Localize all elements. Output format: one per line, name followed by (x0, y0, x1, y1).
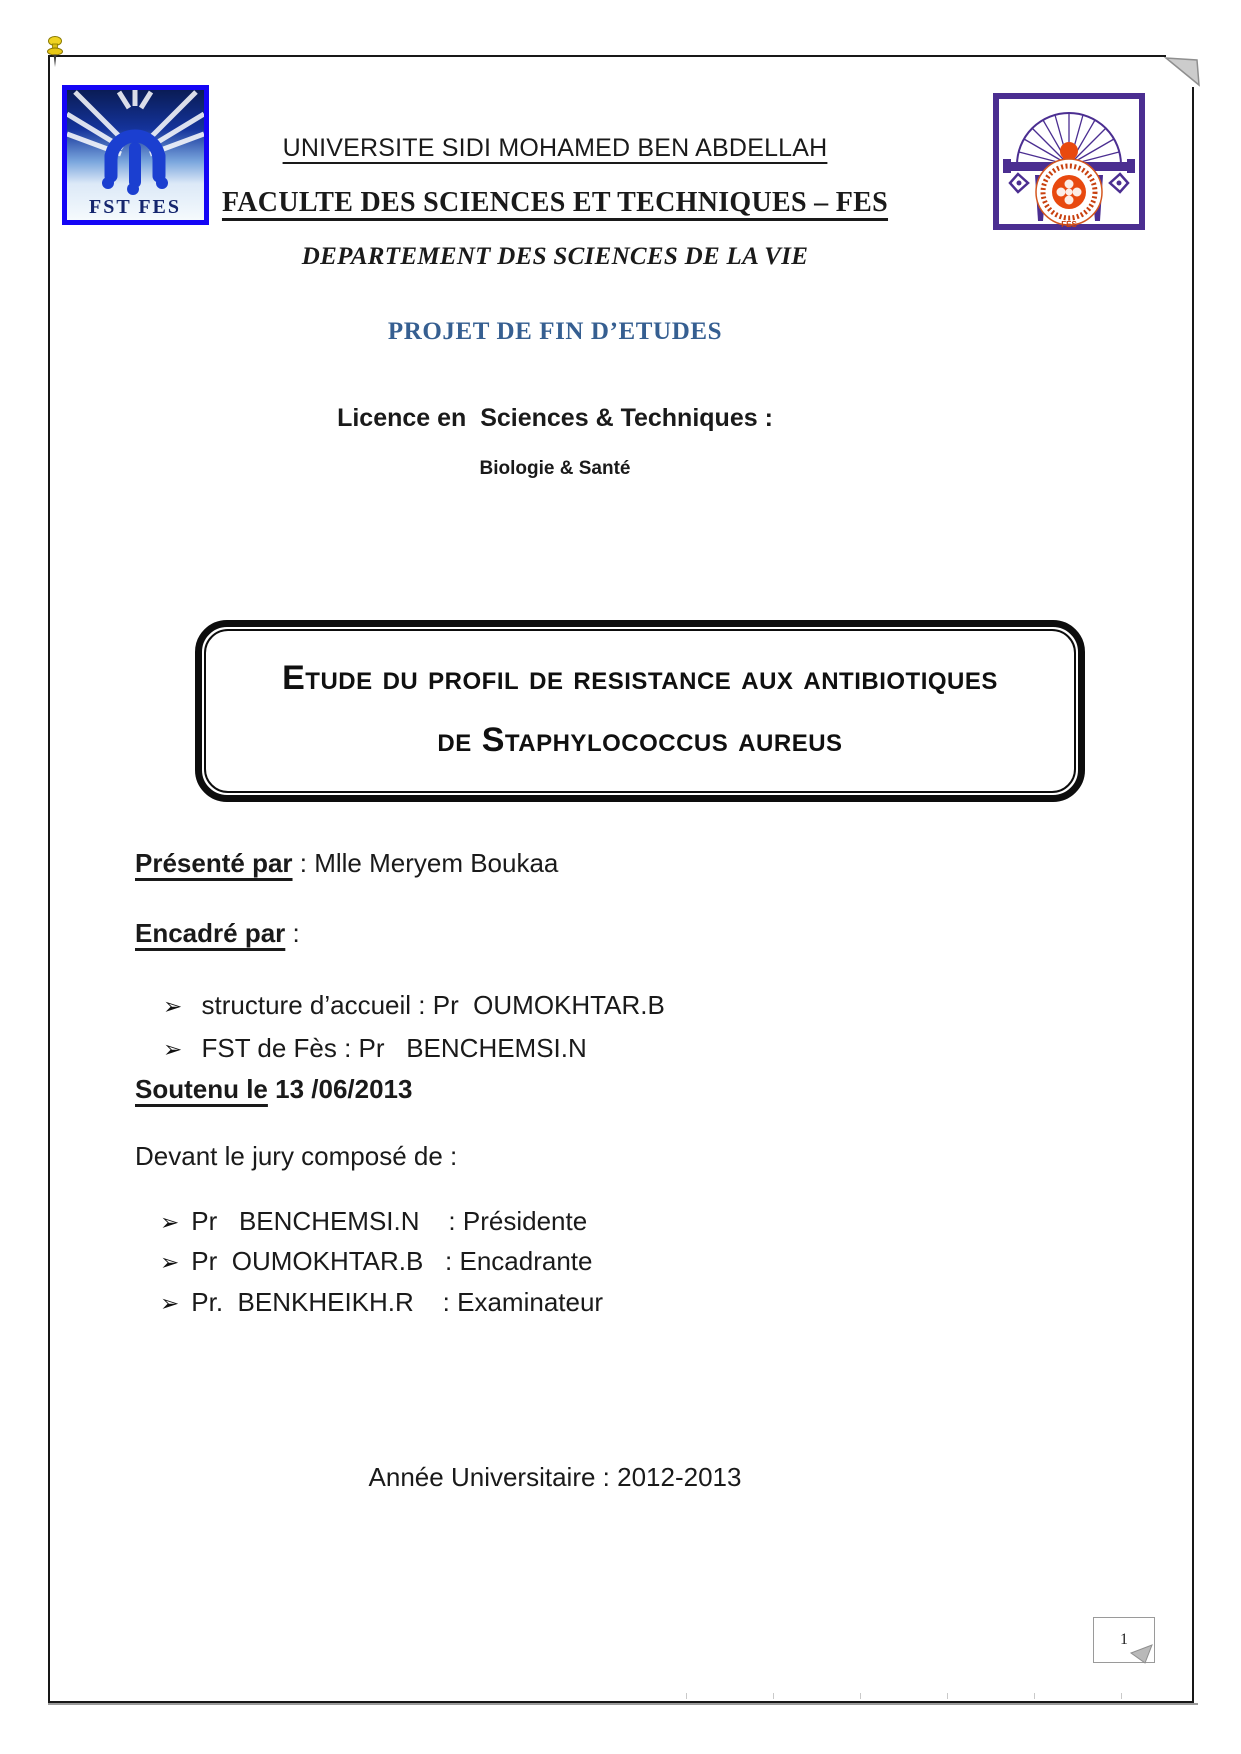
supervisor-item-text: structure d’accueil : Pr OUMOKHTAR.B (194, 990, 665, 1020)
project-type-heading (155, 318, 955, 346)
footer-ticks (600, 1693, 1130, 1699)
seal-bottom-text: FES (1061, 220, 1077, 229)
arrow-bullet-icon: ➢ (163, 1036, 183, 1062)
thesis-title-box (195, 620, 1085, 802)
supervisor-item (163, 1033, 587, 1064)
university-seal-logo (993, 93, 1145, 230)
page-number: 1 (1120, 1631, 1128, 1648)
page-frame-shadow (48, 1703, 1198, 1705)
jury-item-text: Pr OUMOKHTAR.B : Encadrante (191, 1246, 593, 1276)
jury-intro-line (135, 1141, 457, 1172)
faculty-name-text: FACULTE DES SCIENCES ET TECHNIQUES – FES (221, 187, 889, 218)
university-name (155, 134, 955, 163)
defense-date-label: Soutenu le (135, 1074, 268, 1104)
defense-date-line (135, 1074, 412, 1105)
presented-by-value: : Mlle Meryem Boukaa (292, 848, 559, 878)
arrow-bullet-icon: ➢ (160, 1209, 180, 1235)
department-name-text: DEPARTEMENT DES SCIENCES DE LA VIE (301, 243, 809, 270)
page-corner-fold-icon (1162, 54, 1204, 92)
defense-date-value: 13 /06/2013 (267, 1074, 413, 1104)
presented-by-line (135, 848, 558, 879)
degree-line (155, 404, 955, 433)
department-name (155, 243, 955, 271)
thesis-title-box-inner (204, 629, 1076, 793)
jury-item (160, 1206, 587, 1237)
faculty-name (155, 187, 955, 219)
jury-item (160, 1287, 603, 1318)
degree-text: Licence en Sciences & Techniques : (337, 404, 773, 432)
thesis-title-line1: Etude du profil de resistance aux antibiotiques (282, 659, 998, 697)
pushpin-icon (42, 34, 68, 72)
jury-item-text: Pr BENCHEMSI.N : Présidente (191, 1206, 588, 1236)
thesis-title-line2: de Staphylococcus aureus (437, 721, 843, 759)
jury-item (160, 1246, 592, 1277)
university-name-text: UNIVERSITE SIDI MOHAMED BEN ABDELLAH (282, 134, 828, 162)
page-number-fold-icon (1128, 1642, 1158, 1666)
supervised-by-label: Encadré par (135, 918, 286, 948)
jury-item-text: Pr. BENKHEIKH.R : Examinateur (191, 1287, 604, 1317)
supervisor-item (163, 990, 665, 1021)
supervised-by-line (135, 918, 300, 949)
academic-year-text: Année Universitaire : 2012-2013 (368, 1462, 742, 1492)
supervisor-item-text: FST de Fès : Pr BENCHEMSI.N (194, 1033, 587, 1063)
academic-year-line (155, 1462, 955, 1493)
arrow-bullet-icon: ➢ (160, 1290, 180, 1316)
project-type-text: PROJET DE FIN D’ETUDES (387, 318, 723, 345)
fst-logo-text: FST FES (89, 196, 181, 218)
specialty-line (155, 458, 955, 480)
jury-intro-text: Devant le jury composé de : (135, 1141, 458, 1171)
arrow-bullet-icon: ➢ (163, 993, 183, 1019)
specialty-text: Biologie & Santé (479, 458, 631, 479)
supervised-by-colon: : (285, 918, 300, 948)
page-frame (48, 55, 1194, 1703)
presented-by-label: Présenté par (135, 848, 293, 878)
arrow-bullet-icon: ➢ (160, 1249, 180, 1275)
